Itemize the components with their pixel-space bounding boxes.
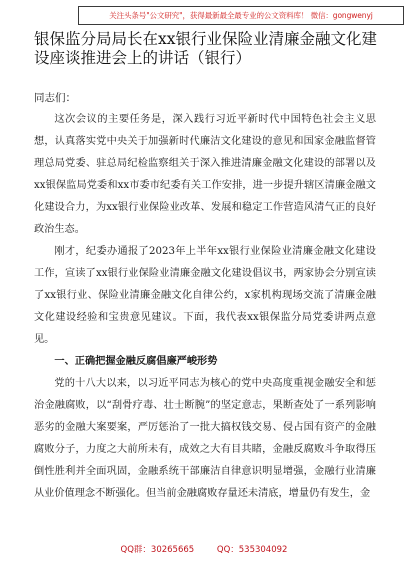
paragraph-2: 刚才，纪委办通报了2023年上半年xx银行业保险业清廉金融文化建设工作，宣读了xx银行业保险业清廉金融文化建设倡议书，两家协会分别宣读了xx银行业、保险业清廉金融文化自律公约，x家机构现场交流了清廉金融文化建设经验和宝贵意见建议。下面，我代表xx银保监分局党委讲两点意见。: [34, 246, 376, 345]
header-banner-text: 关注头条号"公文研究"，获得最新最全最专业的公文资料库！ 微信：gongwenyj: [109, 11, 373, 20]
document-body: [34, 109, 376, 505]
header-banner: [78, 6, 404, 25]
footer-qq-group: QQ群：30265665: [120, 545, 195, 555]
paragraph-3: 党的十八大以来，以习近平同志为核心的党中央高度重视金融安全和惩治金融腐败，以“刮骨疗毒、壮士断腕”的坚定意志，果断查处了一系列影响恶劣的金融大案要案，严厉惩治了一批大搞权钱交易、侵占国有资产的金融腐败分子，力度之大前所未有，成效之大有目共睹，金融反腐败斗争取得压倒性胜利并全面巩固，金融系统干部廉洁自律意识明显增强，金融行业清廉从业价值理念不断强化。但当前金融腐败存量还未清底，增量仍有发生，金: [34, 378, 376, 499]
footer: [0, 543, 408, 555]
document-title: 银保监分局局长在xx银行业保险业清廉金融文化建设座谈推进会上的讲话（银行）: [34, 30, 377, 67]
salutation: 同志们：: [34, 92, 76, 104]
section-heading: 一、正确把握金融反腐倡廉严峻形势: [54, 356, 218, 367]
footer-qq: QQ：535304092: [216, 545, 288, 555]
paragraph-1: 这次会议的主要任务是，深入践行习近平新时代中国特色社会主义思想，认真落实党中央关于加强新时代廉洁文化建设的意见和国家金融监督管理总局党委、驻总局纪检监察组关于深入推进清廉金融文化建设的部署以及xx银保监局党委和xx市委市纪委有关工作安排，进一步提升辖区清廉金融文化建设合力，为xx银行业保险业改革、发展和稳定工作营造风清气正的良好政治生态。: [34, 114, 376, 235]
